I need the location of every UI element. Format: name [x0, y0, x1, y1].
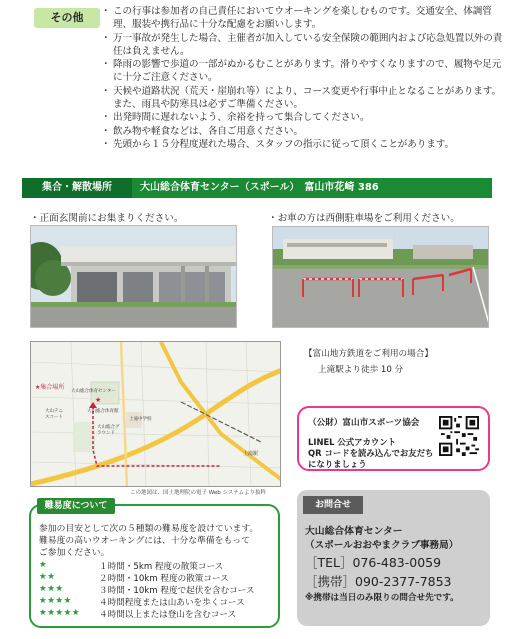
map-label-tennis: 大山テニスコート	[45, 409, 63, 420]
notes-list	[104, 5, 504, 151]
note-item: ・ 降雨の影響で歩道の一部がぬかるむことがあります。滑りやすくなりますので、履物や足元に十分ご注意ください。	[104, 58, 504, 85]
association-line-account: LINEL 公式アカウント	[308, 437, 396, 447]
association-line-friends: になりましょう	[308, 459, 367, 469]
star-icon: ★★★★★	[39, 608, 81, 618]
meeting-label: 集合・解散場所	[22, 178, 132, 198]
qr-code-icon[interactable]	[439, 416, 479, 456]
map-label-hall: 大山総合体育館	[87, 409, 119, 414]
photo-caption-parking: ・お車の方は西側駐車場をご利用ください。	[268, 213, 460, 224]
difficulty-level	[39, 560, 279, 572]
star-icon: ★	[39, 560, 48, 570]
map-legend: ★集合場所	[35, 384, 65, 391]
note-item: ・ 飲み物や軽食などは、各自ご用意ください。	[104, 125, 504, 138]
map-label-ground: 大山総合グラウンド	[97, 425, 120, 436]
difficulty-level	[39, 572, 279, 584]
star-icon: ★★★	[39, 584, 64, 594]
difficulty-desc: １時間・5km 程度の散策コース	[99, 562, 224, 572]
difficulty-level	[39, 596, 279, 608]
star-icon: ★★★★	[39, 596, 72, 606]
difficulty-intro: ご参加ください。	[39, 548, 110, 558]
contact-box	[297, 490, 490, 626]
meeting-bar	[22, 178, 492, 198]
difficulty-level	[39, 608, 279, 620]
difficulty-desc: ２時間・10km 程度の散策コース	[99, 574, 229, 584]
note-item: ・ 天候や道路状況（荒天・崖崩れ等）により、コース変更や行事中止となることがあります。また、雨具や防寒具は必ずご準備ください。	[104, 85, 504, 112]
meeting-venue: 大山総合体育センター（スポール） 富山市花崎 386	[140, 182, 379, 193]
note-item: ・ 万一事故が発生した場合、主催者が加入している安全保険の範囲内および応急処置以外の責任は負えません。	[104, 32, 504, 59]
note-item: ・ 先頭から１５分程度遅れた場合、スタッフの指示に従って頂くことがあります。	[104, 138, 504, 151]
transit-walk: 上滝駅より徒歩 10 分	[318, 365, 404, 375]
difficulty-desc: ３時間・10km 程度で起伏を含むコース	[99, 586, 255, 596]
difficulty-desc: ４時間程度または山あいを歩くコース	[99, 598, 245, 608]
entrance-photo	[30, 225, 237, 328]
difficulty-level	[39, 584, 279, 596]
note-item: ・ 出発時間に遅れないよう、余裕を持って集合してください。	[104, 111, 504, 124]
svg-text:★: ★	[95, 396, 102, 404]
map-label-station: 上滝駅	[243, 451, 259, 457]
association-name: （公財）富山市スポーツ協会	[308, 418, 420, 428]
notes-label: その他	[34, 8, 100, 28]
map-label-center: 大山総合体育センター	[71, 389, 116, 394]
association-line-qr: QR コードを読み込んでお友だち	[308, 448, 434, 458]
note-item: ・ この行事は参加者の自己責任においてウオーキングを楽しむものです。交通安全、体調管理、服装や携行品に十分な配慮をお願いします。	[104, 5, 504, 32]
association-box	[297, 406, 490, 471]
difficulty-label: 難易度について	[37, 498, 115, 514]
photo-caption-entrance: ・正面玄関前にお集まりください。	[30, 213, 184, 224]
star-icon: ★★	[39, 572, 56, 582]
map-credit: この地図は、国土地理院の電子 Web システムより抜粋	[130, 490, 266, 496]
contact-mobile[interactable]: ［携帯］090-2377-7853	[305, 574, 452, 589]
difficulty-box	[29, 504, 280, 628]
difficulty-desc: ４時間以上または登山を含むコース	[99, 610, 237, 620]
contact-note: ※携帯は当日のみ限りの問合せ先です。	[305, 593, 459, 603]
contact-tel[interactable]: ［TEL］076-483-0059	[305, 555, 442, 570]
difficulty-intro: 参加の目安として次の５種類の難易度を設けています。	[39, 524, 259, 534]
difficulty-intro: 難易度の高いウオーキングには、十分な準備をもって	[39, 536, 250, 546]
parking-photo	[272, 226, 489, 328]
contact-sub: （スポールおおやまクラブ事務局）	[305, 540, 459, 551]
location-map	[30, 341, 281, 487]
map-label-school: 上滝中学校	[129, 417, 152, 422]
contact-label: お問合せ	[303, 496, 363, 514]
contact-org: 大山総合体育センター	[305, 526, 403, 537]
transit-note: 【富山地方鉄道をご利用の場合】	[304, 349, 433, 359]
